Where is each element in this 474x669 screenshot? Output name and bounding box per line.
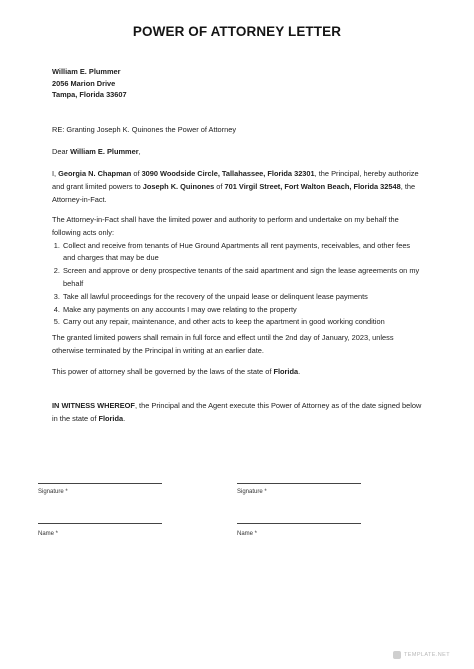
auth-text-1: I, <box>52 169 59 178</box>
sender-name: William E. Plummer <box>52 67 121 76</box>
sender-city: Tampa, Florida 33607 <box>52 90 127 100</box>
template-logo-icon <box>393 651 401 659</box>
powers-list <box>52 240 424 330</box>
watermark-text: TEMPLATE.NET <box>404 652 450 658</box>
principal-address: 3090 Woodside Circle, Tallahassee, Florida 32301 <box>141 169 315 178</box>
auth-text-4: of <box>214 181 225 191</box>
power-item: 2. Screen and approve or deny prospective tenants of the said apartment and sign the lease agreements on my behalf <box>62 265 424 291</box>
principal-name-label: Name * <box>38 531 59 537</box>
re-line: RE: Granting Joseph K. Quinones the Power of Attorney <box>52 125 237 134</box>
principal-signature-line[interactable] <box>38 483 162 484</box>
principal-name: Georgia N. Chapman <box>58 169 132 178</box>
witness-end: . <box>123 413 126 423</box>
witness-text: , the Principal and the Agent execute this Power of Attorney as of the date signed below in the state of <box>52 401 422 423</box>
power-item: 1. Collect and receive from tenants of Hue Ground Apartments all rent payments, receivables, and other fees and charges that may be due <box>62 240 424 266</box>
term-paragraph: The granted limited powers shall remain in full force and effect until the 2nd day of January, 2023, unless otherwise terminated by the Principal in writing at an earlier date. <box>52 333 394 355</box>
agent-name-line[interactable] <box>237 523 361 524</box>
salutation-name: William E. Plummer <box>70 147 139 156</box>
powers-section <box>52 214 424 329</box>
governing-law-paragraph <box>52 366 424 378</box>
authorization-paragraph <box>52 168 424 206</box>
governing-end: . <box>298 367 301 376</box>
governing-text: This power of attorney shall be governed by the laws of the state of <box>52 367 274 376</box>
attorney-name: Joseph K. Quinones <box>142 181 215 191</box>
principal-signature-label: Signature * <box>38 489 68 495</box>
auth-text-5: , the Attorney-in-Fact. <box>52 181 416 204</box>
auth-text-2: of <box>131 169 142 178</box>
power-item: 3. Take all lawful proceedings for the recovery of the unpaid lease or delinquent lease payments <box>62 291 424 304</box>
auth-text-3: , the Principal, hereby authorize and grant limited powers to <box>52 169 419 191</box>
powers-intro: The Attorney-in-Fact shall have the limited power and authority to perform and undertake on my behalf the following acts only: <box>52 215 399 237</box>
agent-name-label: Name * <box>237 531 258 537</box>
salutation-prefix: Dear <box>52 147 71 156</box>
attorney-address: 701 Virgil Street, Fort Walton Beach, Florida 32548 <box>224 181 401 191</box>
agent-signature-line[interactable] <box>237 483 361 484</box>
sender-address-block <box>52 66 424 101</box>
witness-paragraph <box>52 400 424 426</box>
sender-street: 2056 Marion Drive <box>52 78 116 88</box>
witness-lead: IN WITNESS WHEREOF <box>52 401 135 410</box>
agent-signature-label: Signature * <box>237 489 267 495</box>
power-item: 5. Carry out any repair, maintenance, and other acts to keep the apartment in good working condition <box>62 316 424 329</box>
principal-name-line[interactable] <box>38 523 162 524</box>
salutation-suffix: , <box>138 147 141 156</box>
template-watermark <box>393 651 450 659</box>
document-title: POWER OF ATTORNEY LETTER <box>132 24 342 39</box>
power-item: 4. Make any payments on any accounts I may owe relating to the property <box>62 304 424 317</box>
governing-state: Florida <box>273 367 299 376</box>
witness-state: Florida <box>98 413 124 423</box>
salutation <box>52 146 424 158</box>
